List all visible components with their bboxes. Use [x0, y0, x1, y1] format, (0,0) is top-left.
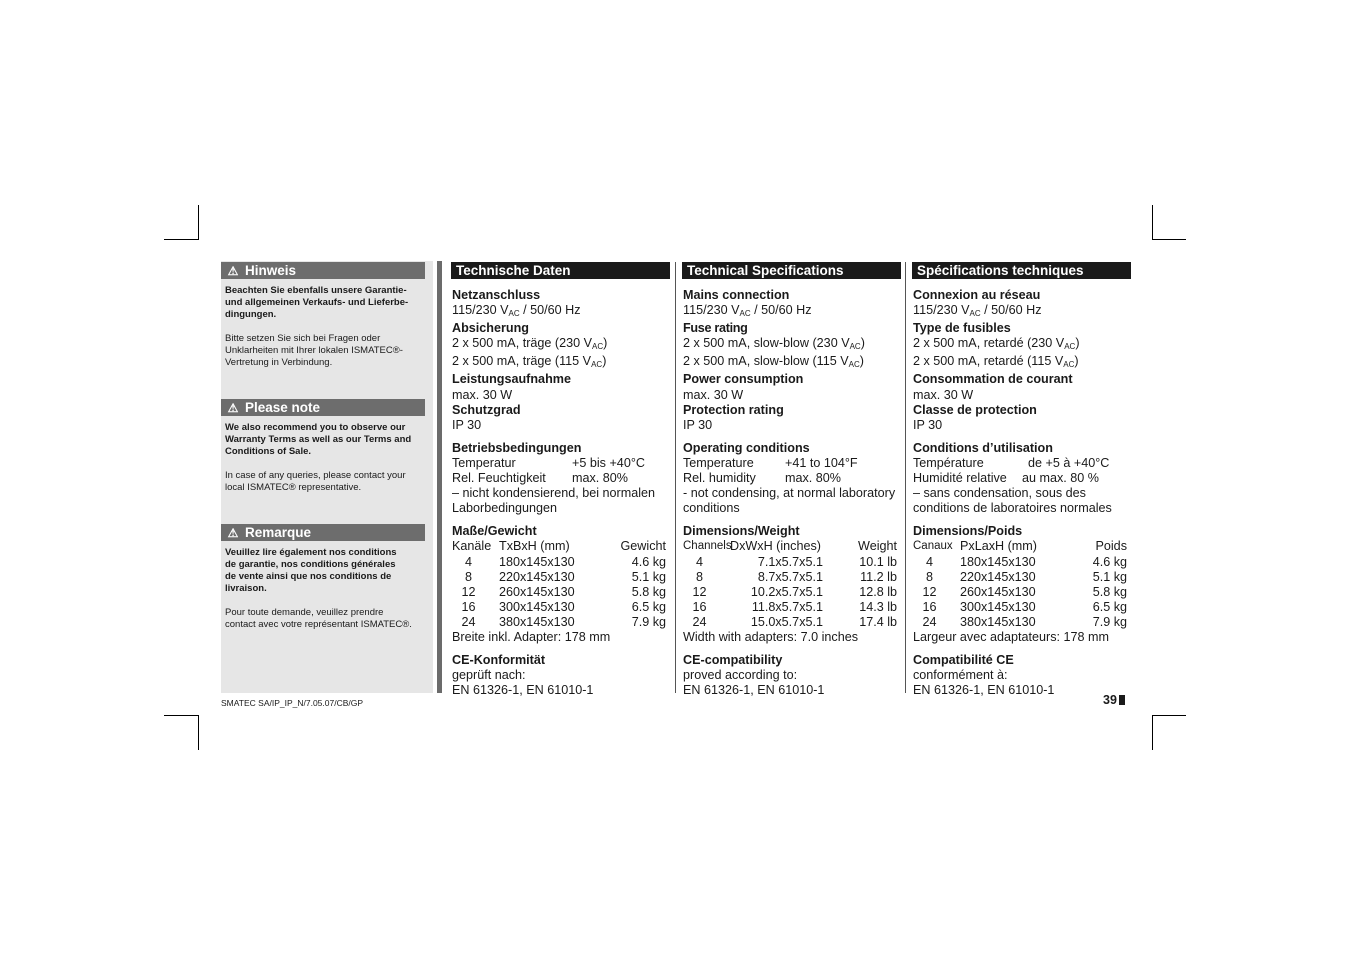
- power-value: max. 30 W: [683, 387, 744, 402]
- dimensions-table: [452, 539, 670, 630]
- table-cell-channels: 12: [461, 584, 476, 599]
- table-cell-weight: 5.8 kg: [1092, 584, 1127, 599]
- table-cell-weight: 6.5 kg: [1092, 599, 1127, 614]
- power-value: max. 30 W: [452, 387, 513, 402]
- table-header-cell: Gewicht: [620, 539, 666, 554]
- operating-label: Operating conditions: [683, 440, 810, 455]
- mains-label: Netzanschluss: [452, 288, 541, 302]
- table-cell-weight: 5.8 kg: [631, 584, 666, 599]
- spec-column-fr: [912, 262, 1131, 698]
- table-cell-dimensions: 300x145x130: [960, 599, 1036, 614]
- crop-mark: [164, 239, 199, 240]
- ce-label: CE-Konformität: [452, 653, 546, 668]
- protection-label: Schutzgrad: [452, 402, 521, 417]
- warning-triangle-icon: ⚠: [227, 401, 239, 415]
- fuse-label: Absicherung: [452, 321, 529, 336]
- table-cell-weight: 14.3 lb: [859, 599, 897, 614]
- humidity-row: Rel. humidity max. 80%: [683, 471, 841, 486]
- crop-mark: [1152, 239, 1186, 240]
- table-cell-weight: 17.4 lb: [859, 614, 897, 629]
- table-cell-dimensions: 180x145x130: [960, 554, 1036, 569]
- table-cell-dimensions: 300x145x130: [499, 599, 575, 614]
- table-cell-channels: 4: [464, 554, 472, 569]
- column-separator: [675, 262, 676, 693]
- protection-value: IP 30: [683, 417, 713, 432]
- crop-mark: [198, 205, 199, 240]
- ce-norms: EN 61326-1, EN 61010-1: [913, 683, 1055, 698]
- ce-line: proved according to:: [683, 668, 798, 683]
- note-bold-hinweis: Beachten Sie ebenfalls unsere Garantie- und allgemeinen Verkaufs- und Lieferbe- dingungen.: [225, 285, 409, 320]
- spacer: [452, 433, 670, 441]
- spec-column-en: [682, 262, 901, 698]
- protection-value: IP 30: [452, 417, 482, 432]
- document-reference: SMATEC SA/IP_IP_N/7.05.07/CB/GP: [221, 698, 364, 708]
- fuse-label: Fuse rating: [683, 321, 748, 336]
- table-cell-dimensions: 220x145x130: [960, 569, 1036, 584]
- ce-norms: EN 61326-1, EN 61010-1: [452, 683, 594, 698]
- table-cell-channels: 8: [695, 569, 703, 584]
- spacer: [452, 516, 670, 524]
- page-number: 39: [1103, 693, 1125, 707]
- table-cell-channels: 16: [922, 599, 937, 614]
- table-cell-dimensions: 260x145x130: [499, 584, 575, 599]
- table-header-cell: DxWxH (inches): [730, 539, 821, 554]
- table-cell-dimensions: 10.2x5.7x5.1: [750, 584, 823, 599]
- table-cell-dimensions: 8.7x5.7x5.1: [757, 569, 823, 584]
- sidebar-rule: [437, 261, 442, 693]
- spacer: [683, 516, 901, 524]
- condition-note: – sans condensation, sous des: [913, 486, 1086, 501]
- table-cell-weight: 5.1 kg: [631, 569, 666, 584]
- table-cell-weight: 10.1 lb: [859, 554, 897, 569]
- table-cell-dimensions: 380x145x130: [499, 614, 575, 629]
- spec-lines: [451, 288, 670, 698]
- table-cell-weight: 12.8 lb: [859, 584, 897, 599]
- mains-label: Mains connection: [683, 288, 790, 302]
- power-label: Leistungsaufnahme: [452, 372, 571, 387]
- note-header-please-note: ⚠ Please note: [221, 399, 425, 416]
- table-cell-weight: 7.9 kg: [631, 614, 666, 629]
- table-cell-dimensions: 11.8x5.7x5.1: [751, 599, 823, 614]
- spacer: [913, 645, 1131, 653]
- ce-line: conformément à:: [913, 668, 1008, 683]
- table-cell-channels: 12: [692, 584, 707, 599]
- fuse-value-115: 2 x 500 mA, slow-blow (115 $V_{AC}$): [683, 354, 864, 370]
- dimensions-table: [913, 539, 1131, 630]
- dimensions-label: Dimensions/Weight: [683, 524, 800, 539]
- table-header-cell: TxBxH (mm): [499, 539, 570, 554]
- ce-line: geprüft nach:: [452, 668, 526, 683]
- table-cell-weight: 4.6 kg: [631, 554, 666, 569]
- note-bold-remarque: Veuillez lire également nos conditions de garantie, nos conditions générales de vente ainsi que nos conditions de livraison.: [225, 547, 397, 594]
- temperature-row: Temperatur +5 bis +40°C: [452, 455, 645, 470]
- dimensions-table: [683, 539, 901, 630]
- column-title: Technische Daten: [451, 262, 670, 279]
- table-cell-channels: 24: [461, 614, 476, 629]
- fuse-value-115: 2 x 500 mA, retardé (115 $V_{AC}$): [913, 354, 1079, 370]
- condition-note: - not condensing, at normal laboratory: [683, 486, 896, 501]
- fuse-value-230: 2 x 500 mA, träge (230 $V_{AC}$): [452, 336, 608, 352]
- ce-label: CE-compatibility: [683, 653, 783, 668]
- note-text-remarque: Pour toute demande, veuillez prendre contact avec votre représentant ISMATEC®.: [225, 607, 412, 630]
- table-cell-channels: 4: [925, 554, 933, 569]
- table-cell-channels: 12: [922, 584, 937, 599]
- power-value: max. 30 W: [913, 387, 974, 402]
- operating-label: Conditions d’utilisation: [913, 440, 1053, 455]
- spacer: [452, 645, 670, 653]
- crop-mark: [164, 715, 199, 716]
- table-header-cell: Weight: [858, 539, 897, 554]
- humidity-row: Humidité relative au max. 80 %: [913, 471, 1100, 486]
- mains-value: 115/230 $V_{AC} / 50/60$ Hz: [683, 303, 812, 319]
- table-cell-channels: 24: [692, 614, 707, 629]
- spec-column-de: [451, 262, 670, 698]
- column-separator: [905, 262, 906, 693]
- table-cell-channels: 8: [464, 569, 472, 584]
- crop-mark: [1152, 715, 1153, 750]
- table-header-cell: Channels: [683, 540, 732, 553]
- operating-label: Betriebsbedingungen: [452, 440, 582, 455]
- dimensions-label: Maße/Gewicht: [452, 524, 537, 539]
- ce-norms: EN 61326-1, EN 61010-1: [683, 683, 825, 698]
- table-cell-dimensions: 180x145x130: [499, 554, 575, 569]
- adapter-note: Breite inkl. Adapter: 178 mm: [452, 629, 611, 644]
- dimensions-label: Dimensions/Poids: [913, 524, 1023, 539]
- note-text-hinweis: Bitte setzen Sie sich bei Fragen oder Unklarheiten mit Ihrer lokalen ISMATEC®- Vertretung in Verbindung.: [225, 333, 403, 368]
- column-title: Technical Specifications: [682, 262, 901, 279]
- table-cell-weight: 7.9 kg: [1092, 614, 1127, 629]
- note-bold-please-note: We also recommend you to observe our Warranty Terms as well as our Terms and Conditions of Sale.: [225, 422, 412, 457]
- table-header-cell: Canaux: [913, 540, 953, 553]
- crop-mark: [1152, 205, 1153, 240]
- protection-label: Classe de protection: [913, 402, 1037, 417]
- power-label: Power consumption: [683, 372, 804, 387]
- table-header-cell: Kanäle: [452, 539, 492, 554]
- table-cell-channels: 24: [922, 614, 937, 629]
- spacer: [913, 433, 1131, 441]
- power-label: Consommation de courant: [913, 372, 1073, 387]
- note-header-remarque: ⚠ Remarque: [221, 524, 425, 541]
- column-title: Spécifications techniques: [912, 262, 1131, 279]
- spacer: [683, 645, 901, 653]
- warning-triangle-icon: ⚠: [227, 526, 239, 540]
- crop-mark: [198, 715, 199, 750]
- adapter-note: Largeur avec adaptateurs: 178 mm: [913, 629, 1110, 644]
- table-cell-channels: 8: [925, 569, 933, 584]
- protection-label: Protection rating: [683, 402, 784, 417]
- mains-value: 115/230 $V_{AC} / 50/60$ Hz: [913, 303, 1042, 319]
- note-header-hinweis: ⚠ Hinweis: [221, 262, 425, 279]
- warning-triangle-icon: ⚠: [227, 264, 239, 278]
- table-cell-dimensions: 7.1x5.7x5.1: [757, 554, 823, 569]
- fuse-label: Type de fusibles: [913, 321, 1011, 336]
- fuse-value-115: 2 x 500 mA, träge (115 $V_{AC}$): [452, 354, 607, 370]
- table-cell-weight: 6.5 kg: [631, 599, 666, 614]
- crop-mark: [1152, 715, 1186, 716]
- adapter-note: Width with adapters: 7.0 inches: [683, 629, 859, 644]
- table-cell-channels: 16: [461, 599, 476, 614]
- table-cell-weight: 5.1 kg: [1092, 569, 1127, 584]
- mains-value: 115/230 $V_{AC} / 50/60$ Hz: [452, 303, 581, 319]
- table-cell-weight: 4.6 kg: [1092, 554, 1127, 569]
- table-cell-dimensions: 260x145x130: [960, 584, 1036, 599]
- page-marker: [1119, 695, 1125, 705]
- condition-note: – nicht kondensierend, bei normalen: [452, 486, 656, 501]
- table-header-cell: Poids: [1095, 539, 1127, 554]
- humidity-row: Rel. Feuchtigkeit max. 80%: [452, 471, 628, 486]
- table-cell-dimensions: 15.0x5.7x5.1: [750, 614, 823, 629]
- condition-note: conditions de laboratoires normales: [913, 501, 1112, 516]
- mains-label: Connexion au réseau: [913, 288, 1041, 302]
- spacer: [683, 433, 901, 441]
- protection-value: IP 30: [913, 417, 943, 432]
- fuse-value-230: 2 x 500 mA, retardé (230 $V_{AC}$): [913, 336, 1080, 352]
- table-cell-dimensions: 220x145x130: [499, 569, 575, 584]
- condition-note: conditions: [683, 501, 740, 516]
- spacer: [913, 516, 1131, 524]
- fuse-value-230: 2 x 500 mA, slow-blow (230 $V_{AC}$): [683, 336, 865, 352]
- temperature-row: Température de +5 à +40°C: [913, 455, 1110, 470]
- table-cell-channels: 4: [695, 554, 703, 569]
- table-cell-channels: 16: [692, 599, 707, 614]
- note-text-please-note: In case of any queries, please contact your local ISMATEC® representative.: [225, 470, 406, 493]
- table-cell-dimensions: 380x145x130: [960, 614, 1036, 629]
- table-cell-weight: 11.2 lb: [860, 569, 897, 584]
- spec-lines: [682, 288, 901, 698]
- condition-note: Laborbedingungen: [452, 501, 558, 516]
- spec-lines: [912, 288, 1131, 698]
- table-header-cell: PxLaxH (mm): [960, 539, 1037, 554]
- temperature-row: Temperature +41 to 104°F: [683, 455, 858, 470]
- ce-label: Compatibilité CE: [913, 653, 1014, 668]
